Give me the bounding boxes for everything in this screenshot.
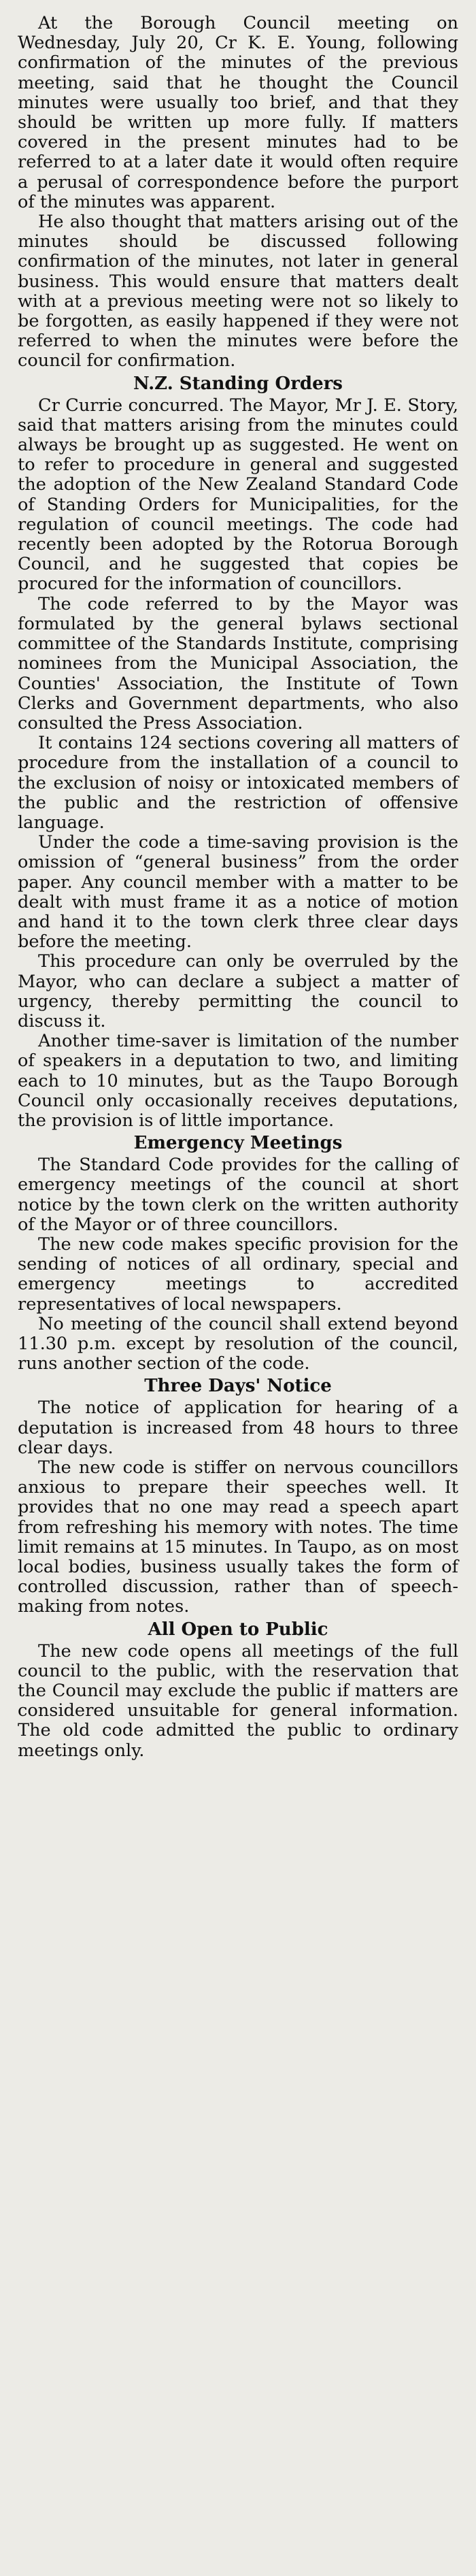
subheading-three-days-notice: Three Days' Notice — [144, 1376, 332, 1397]
subheading-emergency-meetings: Emergency Meetings — [133, 1133, 343, 1154]
paragraph-14: The new code opens all meetings of the full council to the public, with the reservation that the Council may exclude the public if matters are considered unsuitable for general information. The old code admitted the public to ordinary meetings only. — [18, 1640, 458, 1761]
subheading-open-to-public: All Open to Public — [148, 1619, 328, 1640]
paragraph-2: He also thought that matters arising out of the minutes should be discussed following confirmation of the minutes, not later in general business. This would ensure that matters dealt with at a previous meeting were not so likely to be forgotten, as easily happened if they were not referred to when the minutes were before the council for confirmation. — [18, 212, 458, 371]
subheading-standing-orders: N.Z. Standing Orders — [133, 373, 343, 394]
paragraph-9: The Standard Code provides for the calling of emergency meetings of the council at short notice by the town clerk on the written authority of the Mayor or of three councillors. — [18, 1155, 458, 1235]
paragraph-7: This procedure can only be overruled by the Mayor, who can declare a subject a matter of urgency, thereby permitting the council to discuss it. — [18, 951, 458, 1031]
paragraph-12: The notice of application for hearing of a deputation is increased from 48 hours to three clear days. — [18, 1398, 458, 1458]
paragraph-11: No meeting of the council shall extend beyond 11.30 p.m. except by resolution of the council, runs another section of the code. — [18, 1313, 458, 1374]
paragraph-4: The code referred to by the Mayor was formulated by the general bylaws sectional committee of the Standards Institute, comprising nominees from the Municipal Association, the Counties' Association, the Institute of Town Clerks and Government departments, who also consulted the Press Association. — [18, 593, 458, 733]
paragraph-13: The new code is stiffer on nervous councillors anxious to prepare their speeches well. It provides that no one may read a speech apart from refreshing his memory with notes. The time limit remains at 15 minutes. In Taupo, as on most local bodies, business usually takes the form of controlled discussion, rather than of speech-making from notes. — [18, 1457, 458, 1617]
paragraph-10: The new code makes specific provision for the sending of notices of all ordinary, special and emergency meetings to accredited representatives of local newspapers. — [18, 1234, 458, 1315]
paragraph-1: At the Borough Council meeting on Wednesday, July 20, Cr K. E. Young, following confirmation of the minutes of the previous meeting, said that he thought the Council minutes were usually too brief, and that they should be written up more fully. If matters covered in the present minutes had to be referred to at a later date it would often require a perusal of correspondence before the purport of the minutes was apparent. — [18, 13, 458, 212]
paragraph-3: Cr Currie concurred. The Mayor, Mr J. E. Story, said that matters arising from the minutes could always be brought up as suggested. He went on to refer to procedure in general and suggested the adoption of the New Zealand Standard Code of Standing Orders for Municipalities, for the regulation of council meetings. The code had recently been adopted by the Rotorua Borough Council, and he suggested that copies be procured for the information of councillors. — [18, 395, 458, 595]
paragraph-5: It contains 124 sections covering all matters of procedure from the installation of a council to the exclusion of noisy or intoxicated members of the public and the restriction of offensive language. — [18, 733, 458, 833]
paragraph-6: Under the code a time-saving provision is the omission of “general business” from the order paper. Any council member with a matter to be dealt with must frame it as a notice of motion and hand it to the town clerk three clear days before the meeting. — [18, 832, 458, 953]
paragraph-8: Another time-saver is limitation of the number of speakers in a deputation to two, and limiting each to 10 minutes, but as the Taupo Borough Council only occasionally receives deputations, the provision is of little importance. — [18, 1031, 458, 1131]
